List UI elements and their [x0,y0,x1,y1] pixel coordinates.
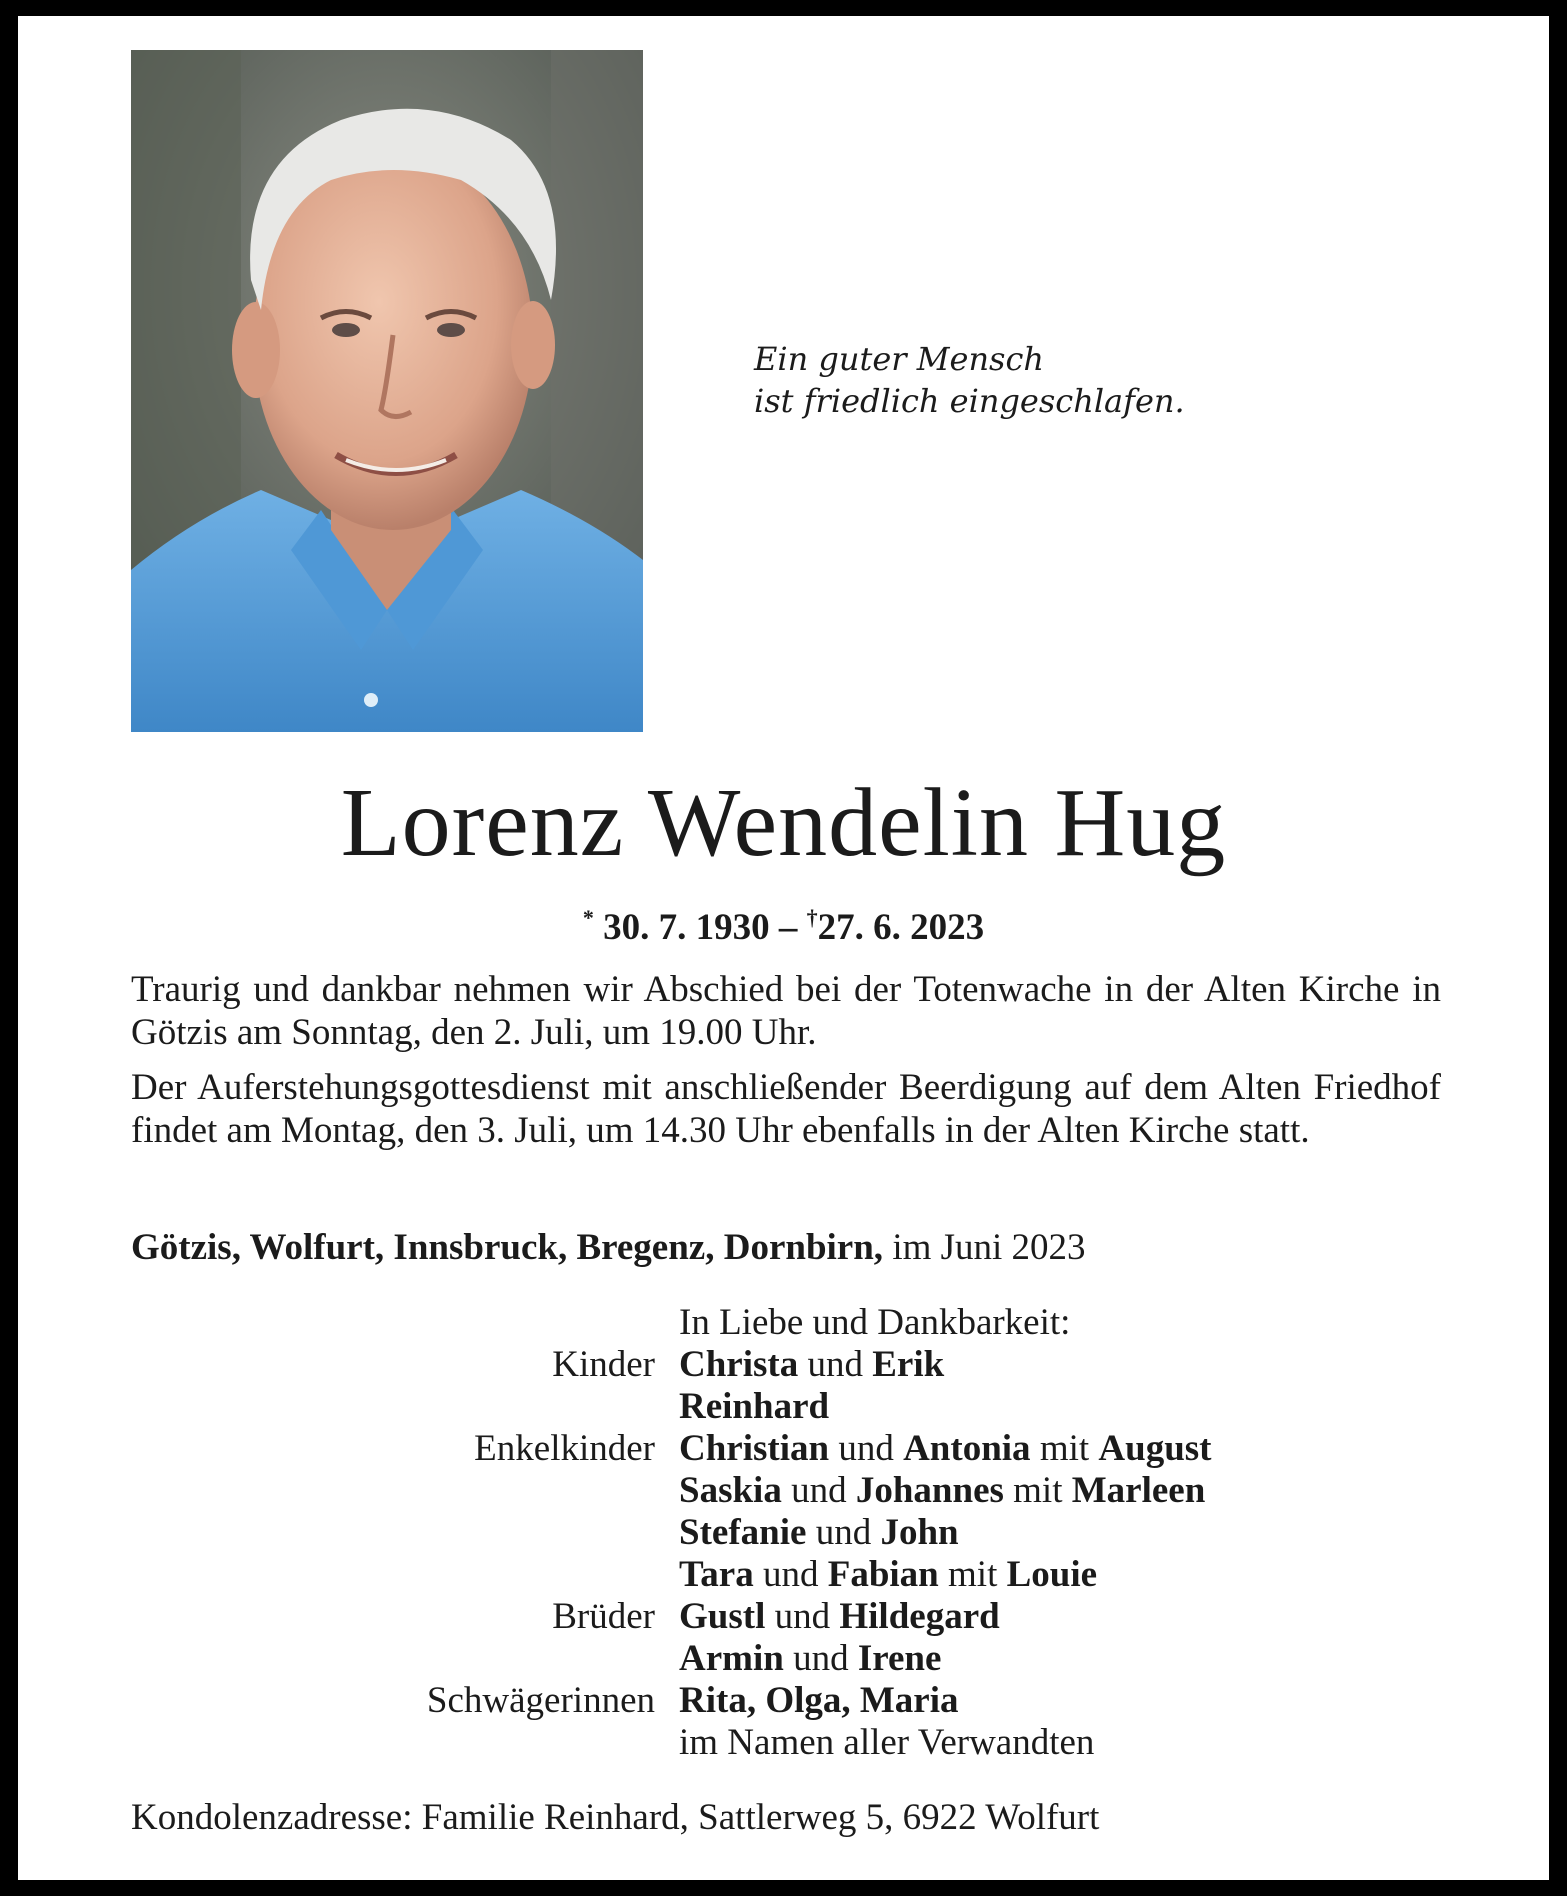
family-connector: und [753,1554,828,1595]
family-member-name: Tara [679,1554,754,1595]
family-row [131,1638,1441,1680]
family-member-name: Hildegard [839,1596,1000,1637]
motto-line-1: Ein guter Mensch [754,340,1044,378]
family-intro: In Liebe und Dankbarkeit: [679,1302,1071,1343]
family-names [679,1638,941,1680]
family-row [131,1428,1441,1470]
funeral-announcement: Der Auferstehungsgottesdienst mit anschließender Beerdigung auf dem Alten Friedhof findet am Montag, den 3. Juli, um 14.30 Uhr ebenfalls in der Alten Kirche statt. [131,1067,1441,1151]
portrait-photo [131,50,643,732]
family-names [679,1428,1212,1470]
family-member-name: Fabian [827,1554,939,1595]
wake-announcement: Traurig und dankbar nehmen wir Abschied bei der Totenwache in der Alten Kirche in Götzis am Sonntag, den 2. Juli, um 19.00 Uhr. [131,969,1441,1053]
family-member-name: Irene [857,1638,942,1679]
life-dates [18,896,1549,950]
family-relation-label [131,1638,679,1680]
family-row [131,1554,1441,1596]
family-member-name: Armin [679,1638,784,1679]
family-connector: und [781,1470,856,1511]
family-names [679,1470,1205,1512]
family-relation-label [131,1554,679,1596]
family-relation-label [131,1512,679,1554]
family-names [679,1680,959,1722]
family-row [131,1470,1441,1512]
family-member-name: John [880,1512,959,1553]
family-connector: und [783,1638,858,1679]
family-member-name: Christa [679,1344,799,1385]
family-connector: mit [1003,1470,1072,1511]
birth-symbol: * [582,905,594,930]
family-names [679,1596,1000,1638]
family-connector: und [798,1344,873,1385]
portrait-illustration [131,50,643,732]
family-names [679,1344,944,1386]
family-names [679,1722,1094,1764]
family-connector: und [806,1512,881,1553]
family-member-name: Marleen [1071,1470,1206,1511]
family-relation-label: Brüder [552,1596,655,1637]
place-date: im Juni 2023 [883,1227,1086,1268]
motto-line-2: ist friedlich eingeschlafen. [754,382,1185,420]
family-names [679,1386,829,1428]
family-row [131,1512,1441,1554]
family-member-name: Erik [872,1344,945,1385]
family-member-name: Saskia [679,1470,782,1511]
family-member-name: Johannes [855,1470,1004,1511]
family-relation-label [131,1722,679,1764]
family-relation-label: Kinder [552,1344,655,1385]
family-relation-label: Schwägerinnen [426,1680,655,1721]
motto-quote [754,338,1185,422]
family-intro-row [131,1302,1441,1344]
place-and-date [131,1226,1086,1270]
family-names [679,1512,959,1554]
family-row [131,1344,1441,1386]
family-connector: und [829,1428,904,1469]
family-member-name: Christian [679,1428,830,1469]
family-member-name: Louie [1006,1554,1098,1595]
family-connector: und [765,1596,840,1637]
family-relation-label [131,1470,679,1512]
death-symbol: † [806,905,818,930]
family-row [131,1596,1441,1638]
condolence-address: Kondolenzadresse: Familie Reinhard, Sattlerweg 5, 6922 Wolfurt [131,1797,1100,1838]
family-member-name: Antonia [903,1428,1031,1469]
family-member-name: Reinhard [679,1386,830,1427]
family-relation-label [131,1386,679,1428]
family-row [131,1722,1441,1764]
family-list [131,1302,1441,1764]
place-towns: Götzis, Wolfurt, Innsbruck, Bregenz, Dornbirn, [131,1227,884,1268]
family-row [131,1386,1441,1428]
birth-date: 30. 7. 1930 [603,907,770,948]
obituary-page [18,16,1549,1880]
family-names [679,1554,1097,1596]
death-date: 27. 6. 2023 [817,907,985,948]
family-connector: mit [1030,1428,1099,1469]
date-separator: – [778,907,798,948]
family-member-name: Rita, Olga, Maria [679,1680,959,1721]
family-member-name: August [1098,1428,1212,1469]
family-member-name: Gustl [679,1596,766,1637]
family-member-name: Stefanie [679,1512,807,1553]
family-connector: mit [938,1554,1007,1595]
family-connector: im Namen aller Verwandten [679,1722,1095,1763]
family-rows [131,1344,1441,1764]
family-row [131,1680,1441,1722]
family-relation-label: Enkelkinder [474,1428,655,1469]
deceased-name: Lorenz Wendelin Hug [340,769,1227,877]
